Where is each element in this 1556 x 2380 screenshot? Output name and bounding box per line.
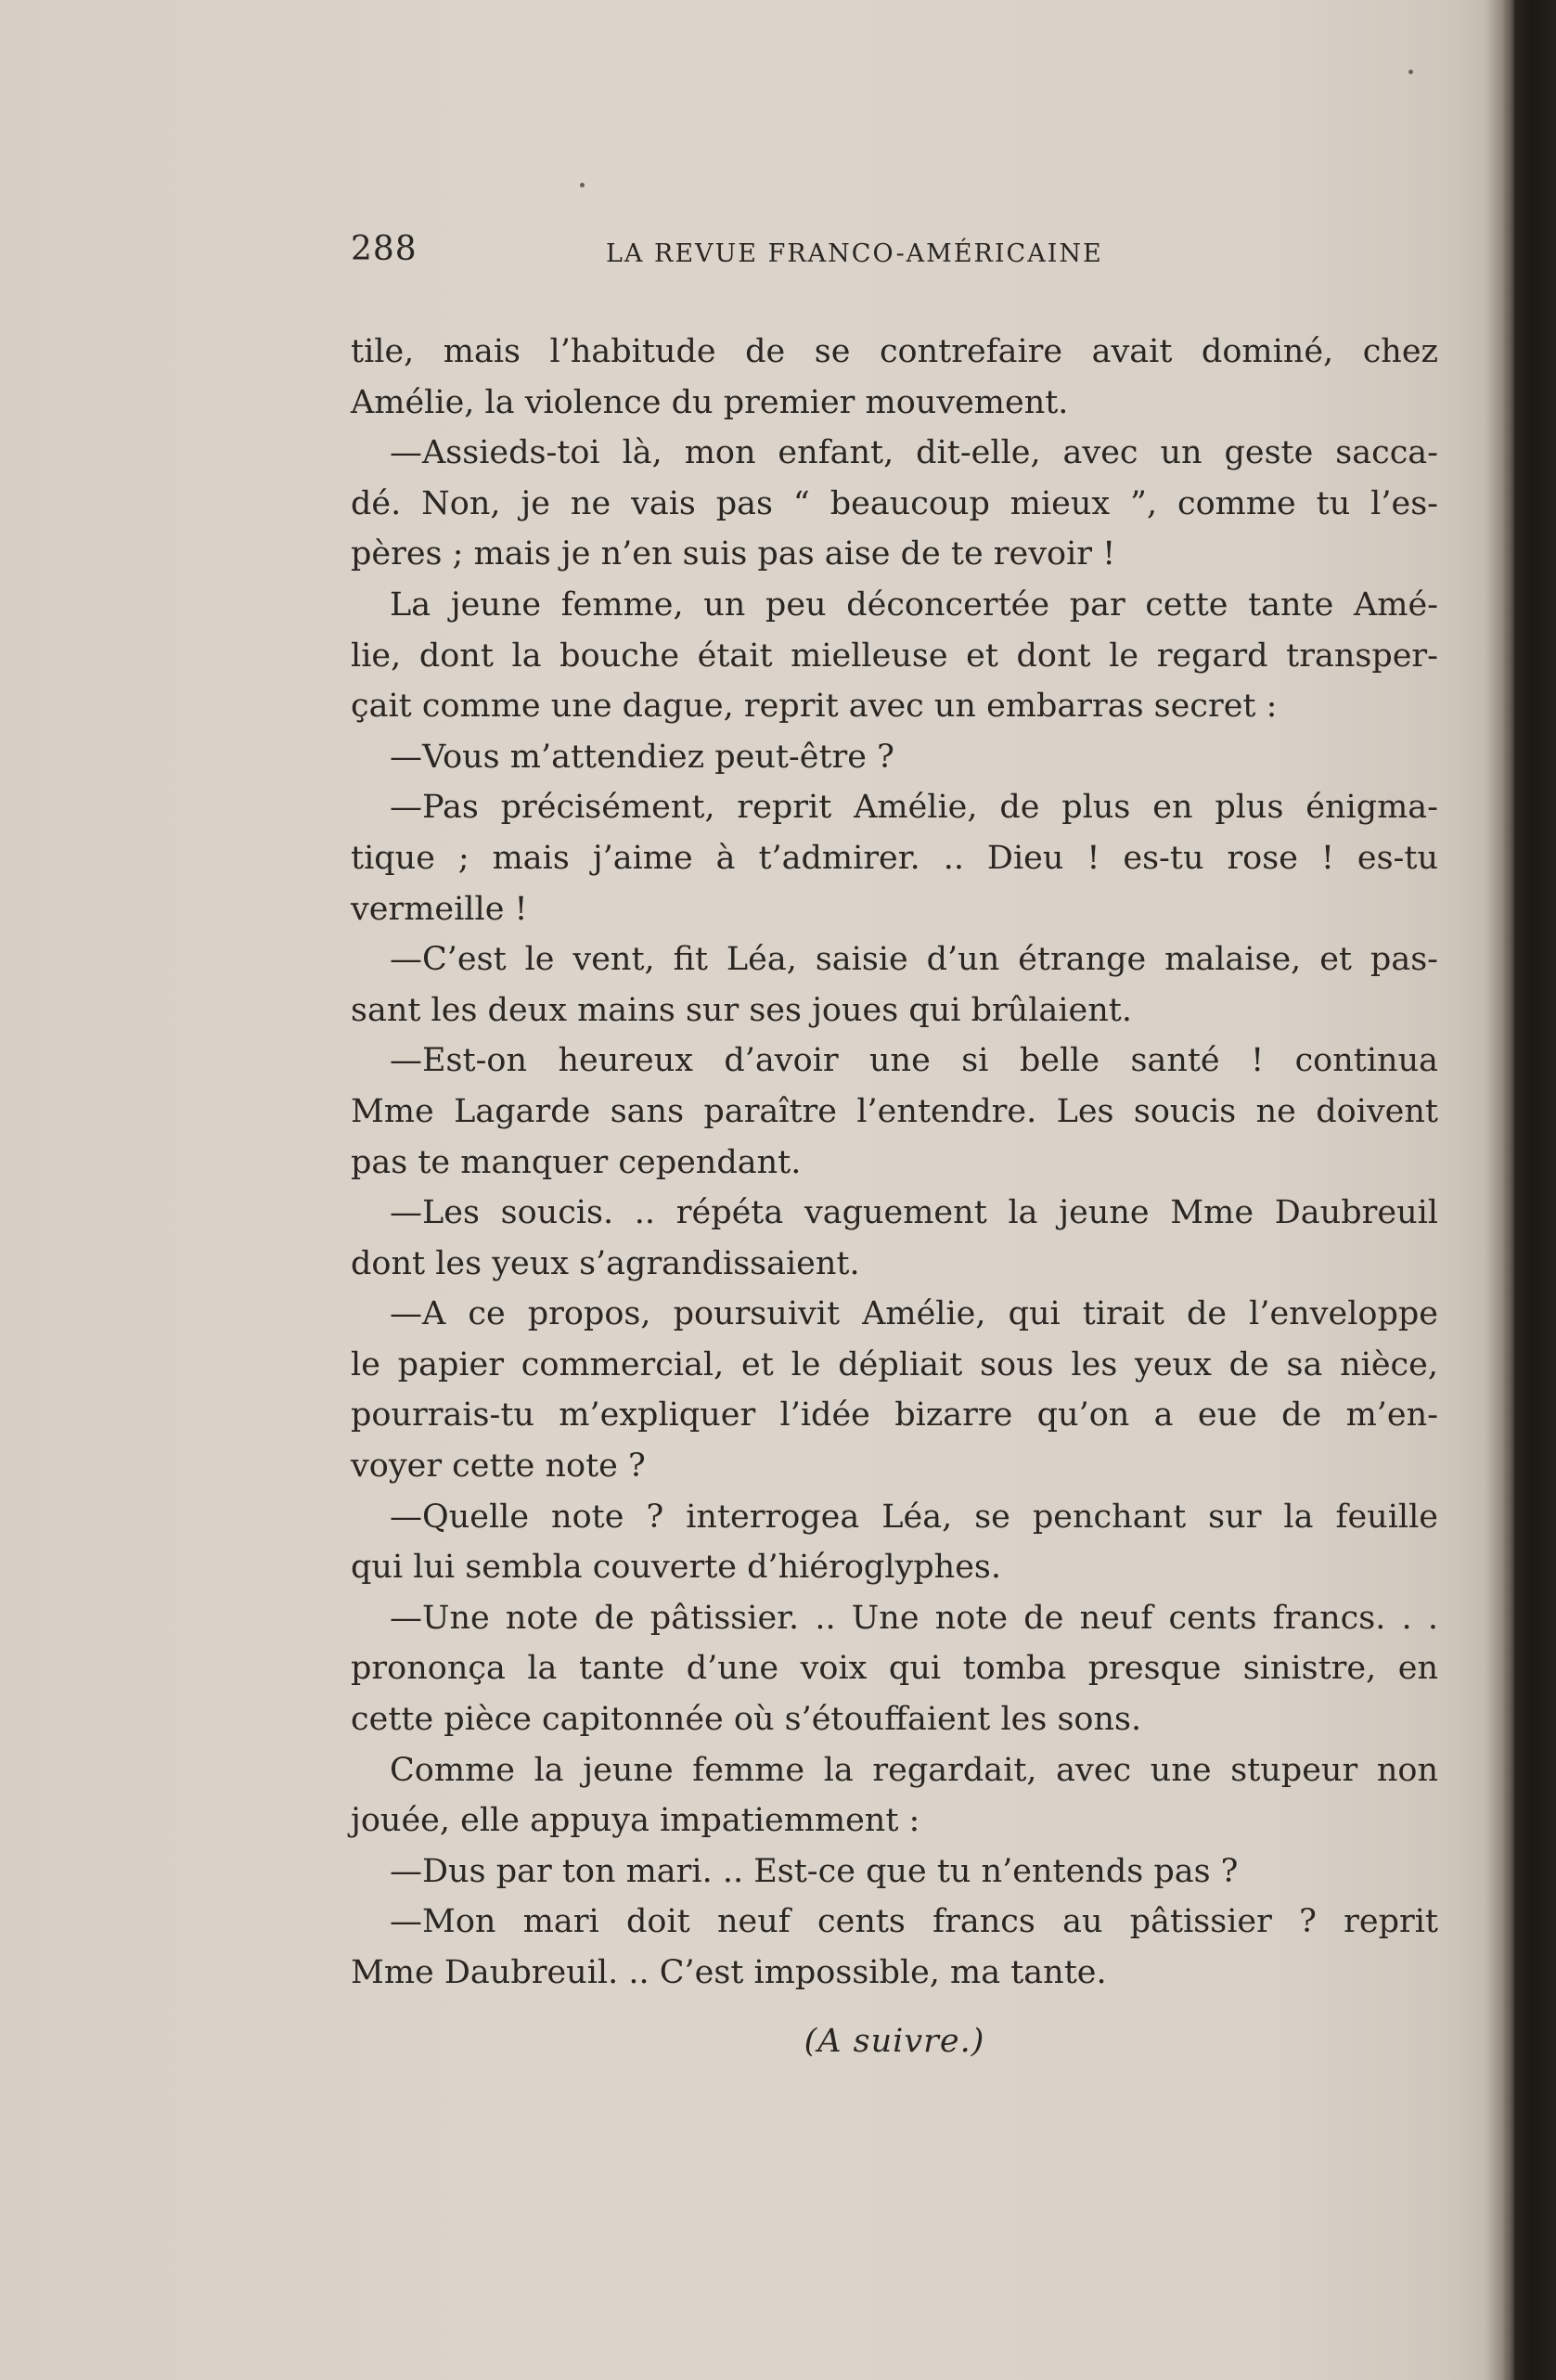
text-line: —Vous m’attendiez peut-être ? xyxy=(390,738,894,776)
text-line: La jeune femme, un peu déconcertée par cette tante Amé- xyxy=(390,585,1438,624)
text-line: sant les deux mains sur ses joues qui brûlaient. xyxy=(351,991,1132,1029)
page-number: 288 xyxy=(351,230,418,268)
text-line: —Quelle note ? interrogea Léa, se penchant sur la feuille xyxy=(390,1498,1438,1536)
text-line: Comme la jeune femme la regardait, avec une stupeur non xyxy=(390,1751,1438,1789)
text-line: çait comme une dague, reprit avec un embarras secret : xyxy=(351,688,1278,726)
running-head: LA REVUE FRANCO-AMÉRICAINE xyxy=(606,239,1103,268)
binding-edge xyxy=(1514,0,1556,2380)
page-header xyxy=(351,230,1446,277)
text-line: tile, mais l’habitude de se contrefaire avait dominé, chez xyxy=(351,333,1438,370)
text-line: —Dus par ton mari. .. Est-ce que tu n’entends pas ? xyxy=(390,1852,1239,1890)
text-line: pourrais-tu m’expliquer l’idée bizarre qu’on a eue de m’en- xyxy=(351,1396,1438,1434)
text-line: qui lui sembla couverte d’hiéroglyphes. xyxy=(351,1549,1002,1587)
text-line: —C’est le vent, fit Léa, saisie d’un étrange malaise, et pas- xyxy=(390,941,1438,979)
text-line: le papier commercial, et le dépliait sous les yeux de sa nièce, xyxy=(351,1345,1438,1383)
text-line: —Les soucis. .. répéta vaguement la jeune Mme Daubreuil xyxy=(390,1194,1438,1232)
text-line: cette pièce capitonnée où s’étouffaient les sons. xyxy=(351,1701,1142,1739)
text-line: pas te manquer cependant. xyxy=(351,1143,802,1181)
text-line: prononça la tante d’une voix qui tomba presque sinistre, en xyxy=(351,1650,1438,1688)
text-line: Mme Daubreuil. .. C’est impossible, ma tante. xyxy=(351,1954,1107,1991)
body-text xyxy=(351,327,1438,1999)
paper-speck xyxy=(580,183,585,187)
text-line: pères ; mais je n’en suis pas aise de te revoir ! xyxy=(351,535,1116,573)
text-line: —Une note de pâtissier. .. Une note de neuf cents francs. . . xyxy=(390,1599,1438,1637)
text-line: lie, dont la bouche était mielleuse et dont le regard transper- xyxy=(351,637,1438,675)
text-line: jouée, elle appuya impatiemment : xyxy=(351,1802,920,1840)
text-line: dont les yeux s’agrandissaient. xyxy=(351,1244,860,1282)
text-line: —A ce propos, poursuivit Amélie, qui tirait de l’enveloppe xyxy=(390,1295,1438,1333)
text-line: Amélie, la violence du premier mouvement. xyxy=(351,383,1069,421)
text-line: dé. Non, je ne vais pas “ beaucoup mieux ”, comme tu l’es- xyxy=(351,484,1438,522)
text-line: Mme Lagarde sans paraître l’entendre. Les soucis ne doivent xyxy=(351,1092,1438,1130)
text-line: —Mon mari doit neuf cents francs au pâtissier ? reprit xyxy=(390,1903,1438,1941)
continuation-note: (A suivre.) xyxy=(804,2023,985,2060)
paper-speck xyxy=(1408,70,1413,74)
text-line: vermeille ! xyxy=(351,890,528,928)
text-line: —Pas précisément, reprit Amélie, de plus en plus énigma- xyxy=(390,789,1438,827)
gutter-shadow xyxy=(1485,0,1514,2380)
text-line: tique ; mais j’aime à t’admirer. .. Dieu ! es-tu rose ! es-tu xyxy=(351,839,1438,877)
text-line: —Est-on heureux d’avoir une si belle santé ! continua xyxy=(390,1042,1438,1080)
text-line: —Assieds-toi là, mon enfant, dit-elle, avec un geste sacca- xyxy=(390,434,1438,472)
text-line: voyer cette note ? xyxy=(351,1447,646,1486)
